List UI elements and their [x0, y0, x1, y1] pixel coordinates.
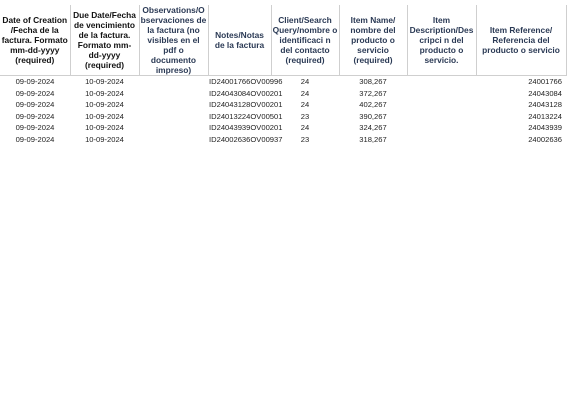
table-row — [0, 122, 566, 134]
cell-due-date[interactable]: 10-09-2024 — [85, 88, 124, 98]
cell-due-date[interactable]: 10-09-2024 — [85, 100, 124, 110]
header-item-description[interactable]: Item Description/Descripci n del producto o servicio. — [407, 5, 476, 76]
cell-client[interactable]: 24 — [300, 123, 310, 133]
header-row — [0, 5, 566, 76]
cell-item-name[interactable]: 372,267 — [359, 88, 387, 98]
cell-item-description[interactable] — [407, 134, 476, 146]
cell-due-date[interactable]: 10-09-2024 — [85, 123, 124, 133]
cell-notes[interactable]: ID24001766OV00996 — [209, 77, 283, 86]
cell-client[interactable]: 24 — [300, 77, 310, 86]
cell-item-name[interactable]: 390,267 — [359, 111, 387, 121]
cell-notes[interactable]: ID24043128OV00201 — [209, 100, 283, 110]
cell-observations[interactable] — [139, 88, 208, 100]
cell-notes[interactable]: ID24002636OV00937 — [209, 134, 283, 144]
header-notes[interactable]: Notes/Notas de la factura — [208, 5, 271, 76]
cell-date-creation[interactable]: 09-09-2024 — [15, 100, 55, 110]
cell-observations[interactable] — [139, 134, 208, 146]
cell-item-reference[interactable]: 24001766 — [528, 77, 562, 86]
table-row — [0, 76, 566, 88]
table-row — [0, 134, 566, 146]
cell-item-reference[interactable]: 24043939 — [528, 123, 562, 133]
cell-client[interactable]: 23 — [300, 111, 310, 121]
table-row — [0, 88, 566, 100]
table-row — [0, 99, 566, 111]
cell-observations[interactable] — [139, 99, 208, 111]
cell-item-reference[interactable]: 24002636 — [528, 134, 562, 144]
header-date-creation[interactable]: Date of Creation /Fecha de la factura. Formato mm-dd-yyyy (required) — [0, 5, 70, 76]
cell-date-creation[interactable]: 09-09-2024 — [15, 77, 55, 86]
header-item-name[interactable]: Item Name/ nombre del producto o servicio (required) — [339, 5, 407, 76]
cell-date-creation[interactable]: 09-09-2024 — [15, 134, 55, 144]
cell-item-description[interactable] — [407, 76, 476, 88]
cell-item-name[interactable]: 402,267 — [359, 100, 387, 110]
cell-date-creation[interactable]: 09-09-2024 — [15, 111, 55, 121]
header-client[interactable]: Client/Search Query/nombre o identificaci n del contacto (required) — [271, 5, 339, 76]
header-due-date[interactable]: Due Date/Fecha de vencimiento de la factura. Formato mm-dd-yyyy (required) — [70, 5, 139, 76]
cell-item-description[interactable] — [407, 88, 476, 100]
header-item-reference[interactable]: Item Reference/ Referencia del producto o servicio — [476, 5, 566, 76]
cell-date-creation[interactable]: 09-09-2024 — [15, 123, 55, 133]
cell-due-date[interactable]: 10-09-2024 — [85, 134, 124, 144]
cell-client[interactable]: 24 — [300, 88, 310, 98]
cell-item-reference[interactable]: 24043128 — [528, 100, 562, 110]
cell-item-name[interactable]: 318,267 — [359, 134, 387, 144]
cell-observations[interactable] — [139, 122, 208, 134]
table-row — [0, 111, 566, 123]
cell-due-date[interactable]: 10-09-2024 — [85, 77, 124, 86]
cell-client[interactable]: 24 — [300, 100, 310, 110]
cell-item-name[interactable]: 324,267 — [359, 123, 387, 133]
cell-item-description[interactable] — [407, 99, 476, 111]
cell-due-date[interactable]: 10-09-2024 — [85, 111, 124, 121]
cell-client[interactable]: 23 — [300, 134, 310, 144]
cell-observations[interactable] — [139, 76, 208, 88]
cell-item-reference[interactable]: 24013224 — [528, 111, 562, 121]
cell-date-creation[interactable]: 09-09-2024 — [15, 88, 55, 98]
cell-notes[interactable]: ID24043084OV00201 — [209, 88, 283, 98]
invoice-table — [0, 5, 567, 146]
cell-observations[interactable] — [139, 111, 208, 123]
cell-item-reference[interactable]: 24043084 — [528, 88, 562, 98]
header-observations[interactable]: Observations/Observaciones de la factura (no visibles en el pdf o documento impreso) — [140, 5, 207, 75]
cell-item-description[interactable] — [407, 111, 476, 123]
cell-item-name[interactable]: 308,267 — [359, 77, 387, 86]
cell-notes[interactable]: ID24043939OV00201 — [209, 123, 283, 133]
cell-notes[interactable]: ID24013224OV00501 — [209, 111, 283, 121]
cell-item-description[interactable] — [407, 122, 476, 134]
